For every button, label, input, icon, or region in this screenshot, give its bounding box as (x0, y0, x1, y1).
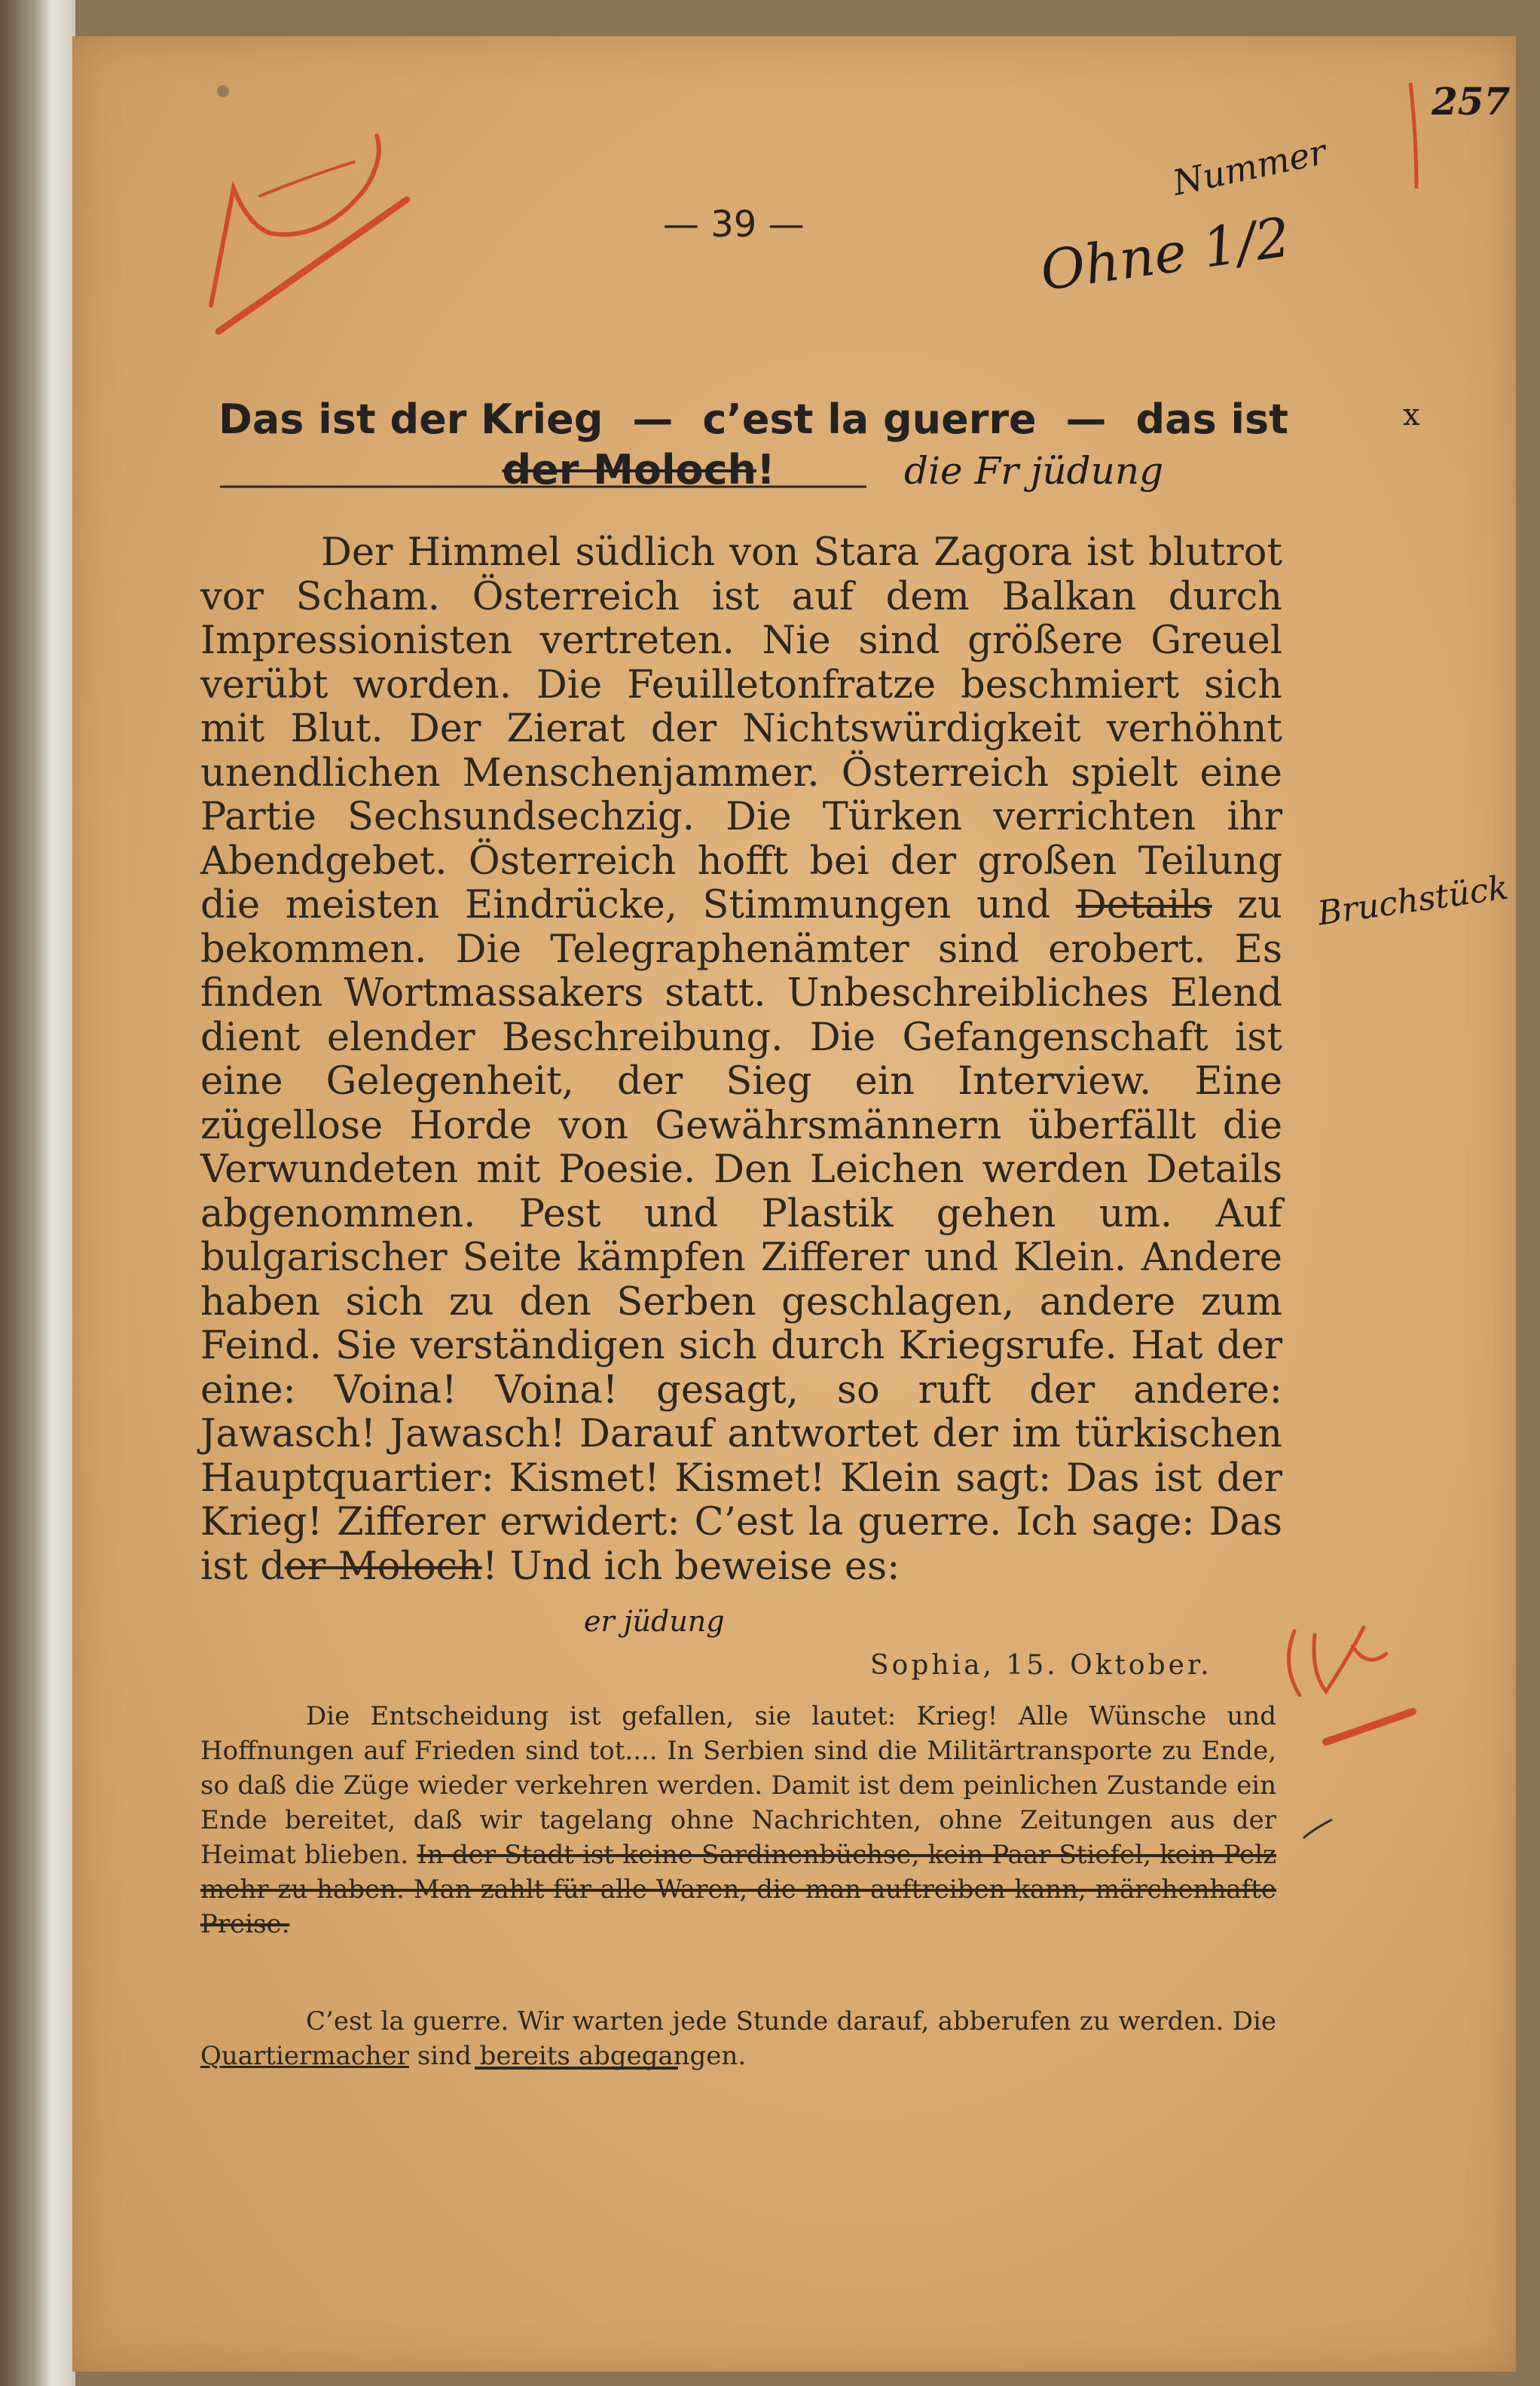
body-struck-word: Details (1075, 883, 1212, 927)
heading-dash: — (632, 396, 674, 443)
handwritten-heading-correction: die Fr jüdung (904, 449, 1164, 493)
red-scribble-2 (260, 162, 354, 196)
heading-line-1 (218, 396, 1288, 443)
quote-text-2: C’est la guerre. Wir warten jede Stunde darauf, abberufen zu werden. Die (306, 2006, 1276, 2036)
heading-part: das ist (1135, 396, 1288, 443)
red-pencil-mark-right (1288, 1627, 1413, 1742)
red-slash (218, 200, 407, 331)
heading-part: Das ist der Krieg (218, 396, 603, 443)
handwritten-margin-note: Bruchstück (1315, 868, 1511, 933)
heading-dash: — (1065, 396, 1107, 443)
body-end: ! Und ich beweise es: (481, 1544, 900, 1589)
quote-text: Die Entscheidung ist gefallen, sie lautet: Krieg! Alle Wünsche und Hoffnungen auf Frieden sind tot.... In Serbien sind die Militärtransporte zu Ende, so daß die Züge wieder verkehren werden. Damit ist dem peinlichen Zustande ein Ende bereitet, daß wir tagelang ohne Nachrichten, ohne Zeitungen aus der Heimat blieben. (200, 1701, 1276, 1870)
margin-x-mark: x (1403, 398, 1420, 432)
quote-paragraph-2 (200, 2004, 1276, 2073)
quote-end: sind bereits abgegangen. (417, 2041, 747, 2071)
heading-struck-word: der Moloch (502, 446, 757, 493)
quote-struck-text: In der Stadt ist keine Sardinenbüchse, kein Paar Stiefel, kein Pelz mehr zu haben. Man zahlt für alle Waren, die man auftreiben kann, märchenhafte Preise. (200, 1840, 1277, 1939)
body-text: Der Himmel südlich von Stara Zagora ist blutrot vor Scham. Österreich ist auf dem Balkan durch Impressionisten vertreten. Nie sind größere Greuel verübt worden. Die Feuilletonfratze beschmiert sich mit Blut. Der Zierat der Nichtswürdigkeit verhöhnt unendlichen Menschenjammer. Österreich spielt eine Partie Sechsundsechzig. Die Türken verrichten ihr Abendgebet. Österreich hofft bei der großen Teilung die meisten Eindrücke, Stimmungen und (200, 530, 1282, 927)
red-vertical-mark (1410, 83, 1416, 188)
body-struck-moloch: er Moloch (284, 1544, 482, 1589)
handwritten-page-count: 257 (1432, 79, 1511, 124)
quote-underlined-word: Quartiermacher (200, 2041, 410, 2071)
handwritten-note-top: Nummer (1169, 131, 1330, 203)
red-pencil-mark-top-left (211, 136, 407, 331)
heading-line-2 (0, 446, 1540, 493)
red-scribble-3 (1288, 1627, 1386, 1695)
dateline: Sophia, 15. Oktober. (870, 1650, 1212, 1681)
pencil-tick (1303, 1819, 1332, 1838)
quote-paragraph-1 (200, 1699, 1276, 1941)
page-number: — 39 — (663, 203, 805, 246)
body-text-2: zu bekommen. Die Telegraphenämter sind erobert. Es finden Wortmassakers statt. Unbeschreibliches Elend dient elender Beschreibung. Die Gefangenschaft ist eine Gelegenheit, der Sieg ein Interview. Eine zügellose Horde von Gewährsmännern überfällt die Verwundeten mit Poesie. Den Leichen werden Details abgenommen. Pest und Plastik gehen um. Auf bulgarischer Seite kämpfen Zifferer und Klein. Andere haben sich zu den Serben geschlagen, andere zum Feind. Sie verständigen sich durch Kriegsrufe. Hat der eine: Voina! Voina! gesagt, so ruft der andere: Jawasch! Jawasch! Darauf antwortet der im türkischen Hauptquartier: Kismet! Kismet! Klein sagt: Das ist der Krieg! Zifferer erwidert: C’est la guerre. Ich sage: Das ist d (200, 883, 1282, 1589)
heading-exclamation: ! (756, 446, 775, 493)
body-paragraph (200, 531, 1282, 1589)
heading-part: c’est la guerre (702, 396, 1037, 443)
handwritten-signature: Ohne 1/2 (1036, 205, 1294, 303)
handwritten-moloch-correction: er jüdung (584, 1605, 725, 1638)
red-dash (1326, 1712, 1413, 1742)
